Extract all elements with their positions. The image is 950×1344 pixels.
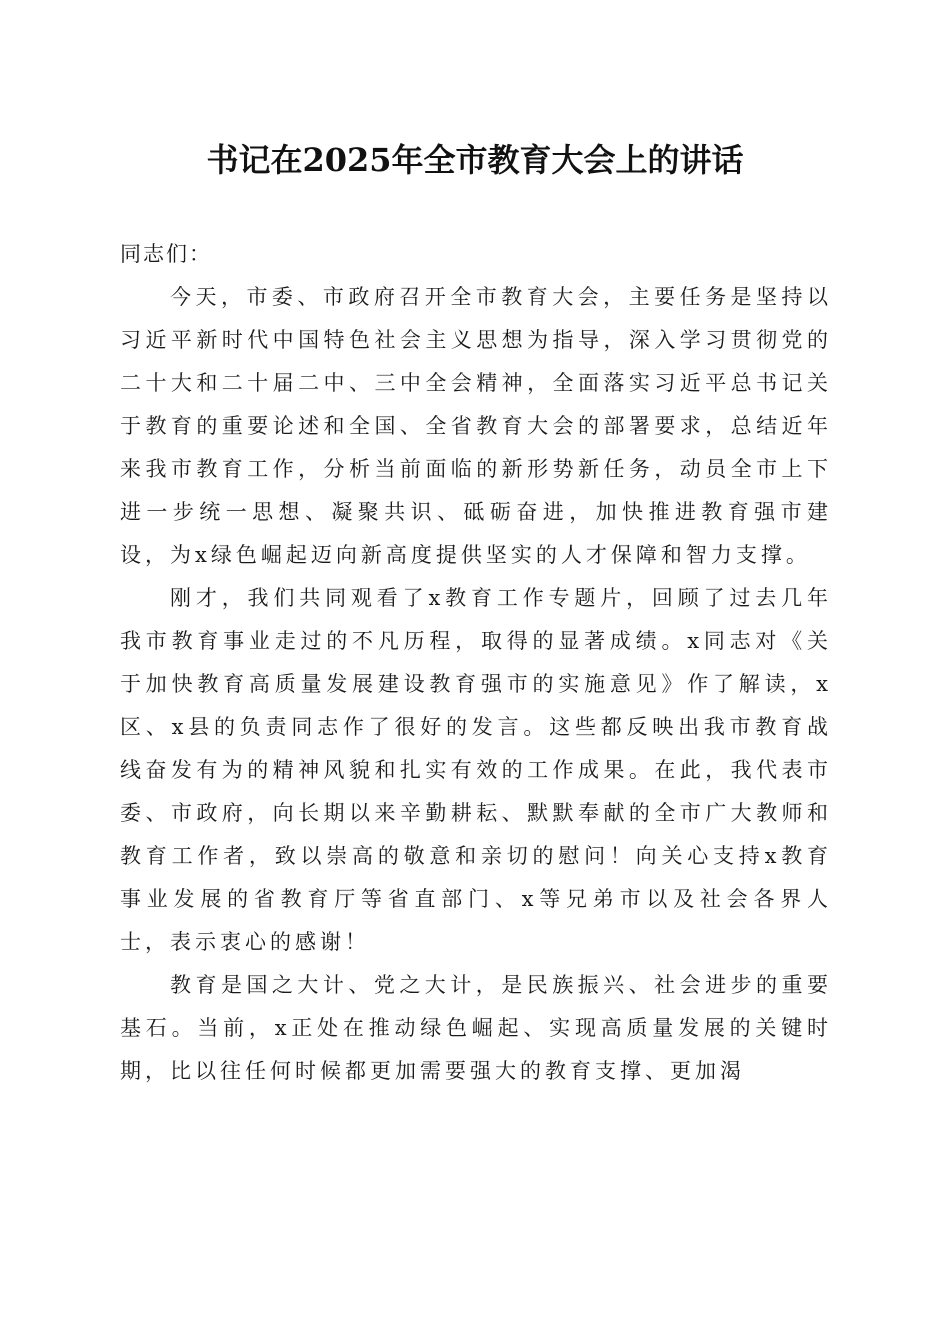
paragraph-1: 今天，市委、市政府召开全市教育大会，主要任务是坚持以习近平新时代中国特色社会主义思想为指导，深入学习贯彻党的二十大和二十届二中、三中全会精神，全面落实习近平总书记关于教育的重要论述和全国、全省教育大会的部署要求，总结近年来我市教育工作，分析当前面临的新形势新任务，动员全市上下进一步统一思想、凝聚共识、砥砺奋进，加快推进教育强市建设，为x绿色崛起迈向新高度提供坚实的人才保障和智力支撑。 <box>120 285 832 567</box>
paragraph-3: 教育是国之大计、党之大计，是民族振兴、社会进步的重要基石。当前，x正处在推动绿色崛起、实现高质量发展的关键时期，比以往任何时候都更加需要强大的教育支撑、更加渴 <box>120 973 832 1083</box>
document-body <box>120 233 832 1093</box>
paragraph-2: 刚才，我们共同观看了x教育工作专题片，回顾了过去几年我市教育事业走过的不凡历程，取得的显著成绩。x同志对《关于加快教育高质量发展建设教育强市的实施意见》作了解读，x区、x县的负责同志作了很好的发言。这些都反映出我市教育战线奋发有为的精神风貌和扎实有效的工作成果。在此，我代表市委、市政府，向长期以来辛勤耕耘、默默奉献的全市广大教师和教育工作者，致以崇高的敬意和亲切的慰问！向关心支持x教育事业发展的省教育厅等省直部门、x等兄弟市以及社会各界人士，表示衷心的感谢！ <box>120 586 832 954</box>
salutation: 同志们： <box>120 242 212 266</box>
document-title: 书记在2025年全市教育大会上的讲话 <box>206 141 744 179</box>
